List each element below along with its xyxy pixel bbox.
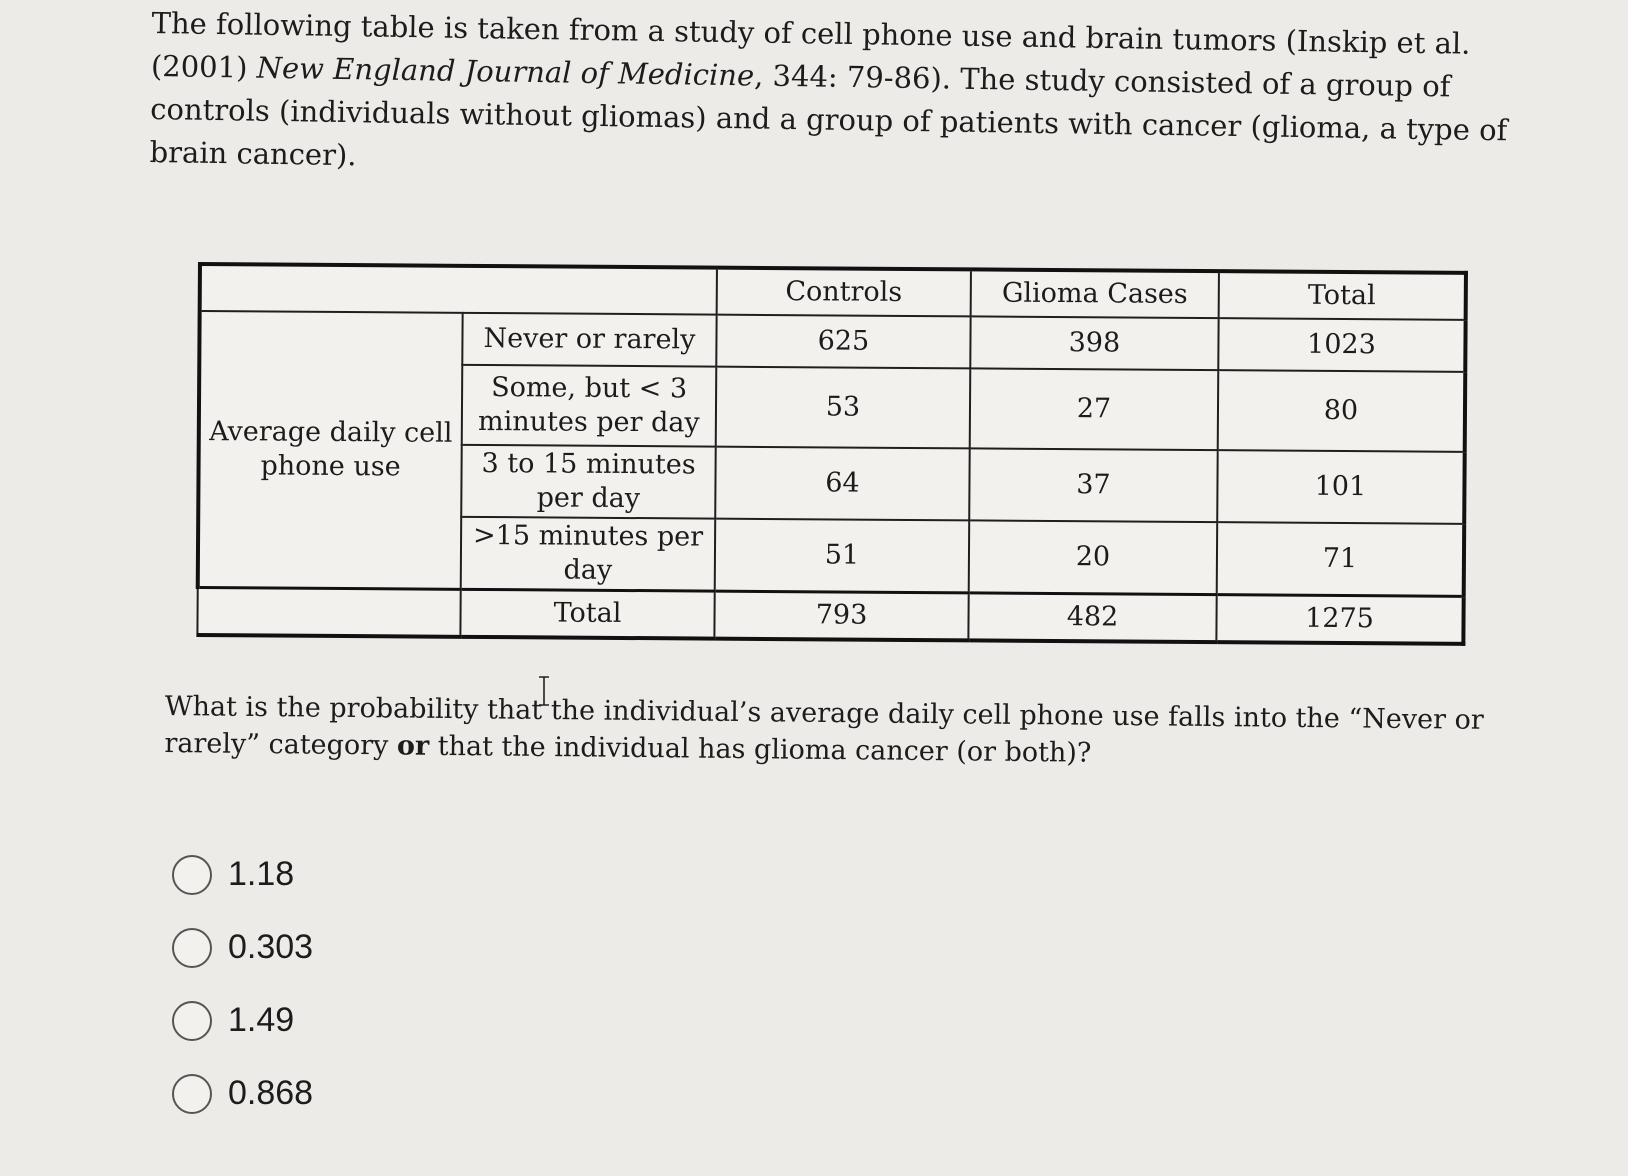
table-cell: 71 bbox=[1217, 522, 1464, 596]
table-cell: 27 bbox=[970, 368, 1219, 450]
data-table bbox=[195, 262, 1468, 645]
row-group-label: Average daily cell phone use bbox=[198, 311, 463, 589]
total-empty-cell bbox=[197, 587, 460, 636]
option-1[interactable] bbox=[172, 838, 313, 911]
option-3[interactable] bbox=[172, 984, 313, 1057]
row-label: Some, but < 3 minutes per day bbox=[462, 365, 717, 447]
data-table-container bbox=[195, 262, 1468, 645]
header-glioma-cases: Glioma Cases bbox=[971, 269, 1219, 318]
table-cell: 793 bbox=[714, 591, 968, 640]
table-cell: 1023 bbox=[1218, 318, 1465, 372]
row-label: >15 minutes per day bbox=[461, 517, 715, 591]
radio-button-icon[interactable] bbox=[172, 1001, 212, 1041]
row-label: 3 to 15 minutes per day bbox=[461, 445, 715, 519]
table-cell: 482 bbox=[968, 592, 1216, 641]
intro-text-1: The following table is taken from a study of cell phone use and brain tumors (Inskip et al. (2001) bbox=[150, 5, 1471, 85]
total-label: Total bbox=[460, 589, 714, 638]
table-cell: 53 bbox=[716, 367, 971, 449]
question-text bbox=[164, 688, 1495, 776]
table-cell: 20 bbox=[969, 520, 1217, 594]
table-cell: 625 bbox=[716, 315, 970, 369]
table-cell: 101 bbox=[1217, 450, 1464, 524]
table-total-row bbox=[197, 587, 1463, 643]
radio-button-icon[interactable] bbox=[172, 855, 212, 895]
question-text-2: that the individual has glioma cancer (or both)? bbox=[428, 730, 1092, 769]
radio-button-icon[interactable] bbox=[172, 1074, 212, 1114]
question-text-1: What is the probability that the individual’s average daily cell phone use falls into the “Never or rarely” category bbox=[164, 690, 1484, 762]
option-4[interactable] bbox=[172, 1057, 313, 1130]
radio-button-icon[interactable] bbox=[172, 928, 212, 968]
journal-title: New England Journal of Medicine bbox=[256, 50, 755, 93]
intro-paragraph bbox=[149, 2, 1552, 196]
option-label: 0.868 bbox=[228, 1074, 314, 1112]
option-label: 0.303 bbox=[228, 928, 314, 966]
option-2[interactable] bbox=[172, 911, 313, 984]
table-row bbox=[199, 311, 1465, 372]
table-cell: 51 bbox=[715, 519, 969, 593]
header-empty-cell bbox=[200, 264, 717, 315]
header-controls: Controls bbox=[717, 268, 971, 317]
table-cell: 398 bbox=[970, 316, 1218, 370]
option-label: 1.18 bbox=[228, 855, 295, 893]
intro-text-2: , 344: 79-86). The study consisted of a group of controls (individuals without gliomas) and a group of patients with cancer (glioma, a type of brain cancer). bbox=[149, 58, 1508, 173]
question-emphasis: or bbox=[396, 730, 430, 762]
table-cell: 80 bbox=[1218, 370, 1466, 452]
option-label: 1.49 bbox=[228, 1001, 295, 1039]
table-cell: 64 bbox=[715, 447, 969, 521]
header-total: Total bbox=[1219, 271, 1466, 320]
table-cell: 37 bbox=[969, 448, 1217, 522]
table-cell: 1275 bbox=[1216, 594, 1463, 643]
row-label: Never or rarely bbox=[462, 313, 716, 367]
answer-options bbox=[172, 838, 313, 1130]
